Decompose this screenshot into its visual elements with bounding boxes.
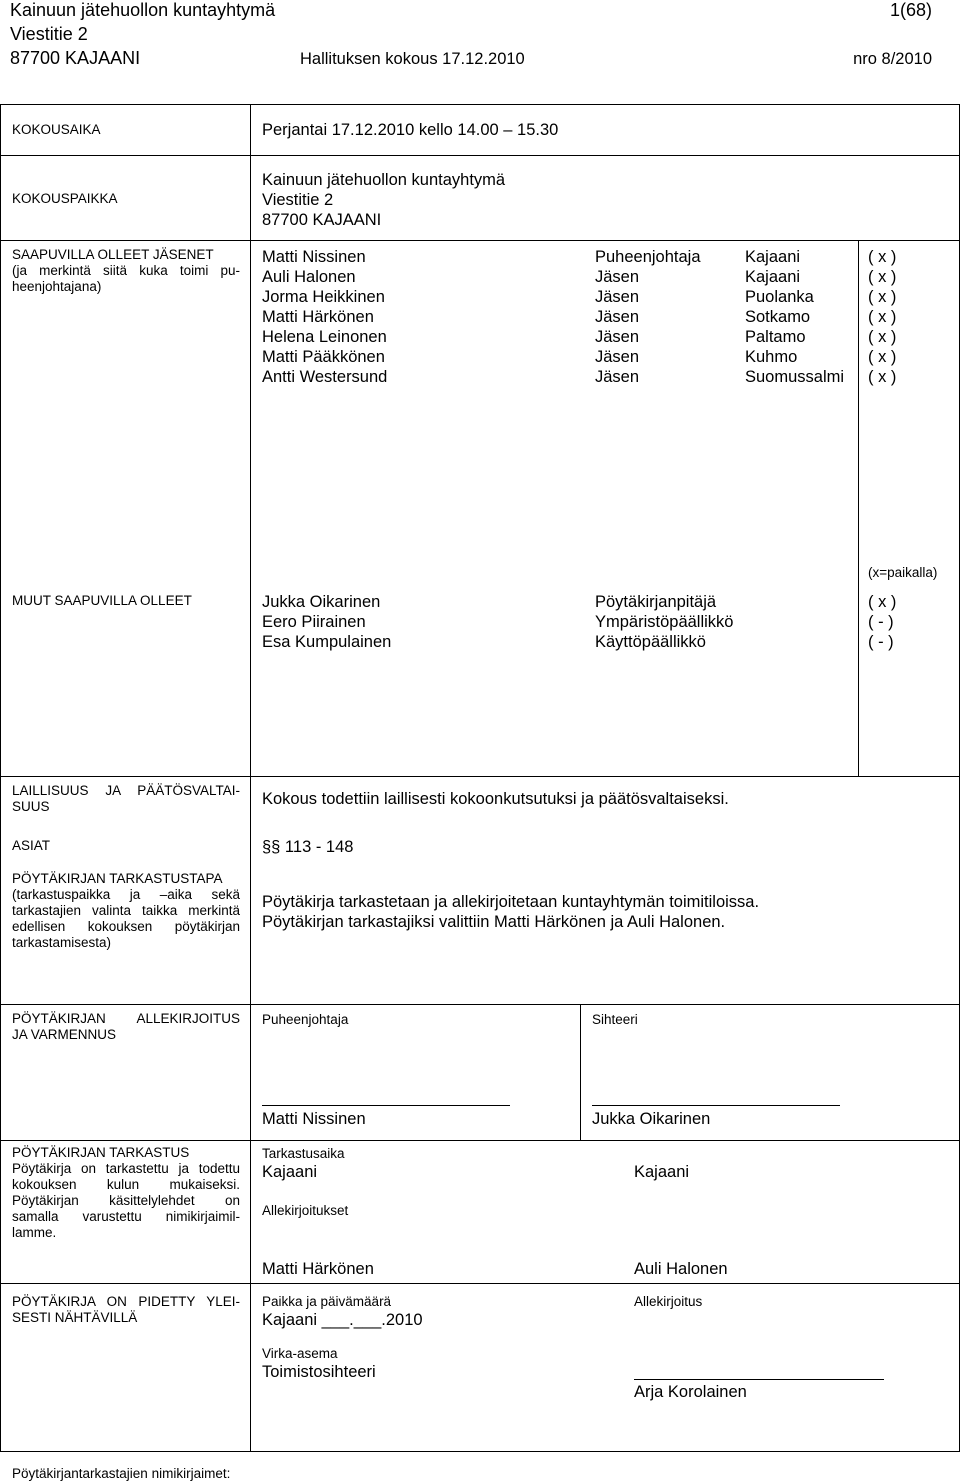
meeting-number: nro 8/2010 [853, 50, 932, 68]
place-date-value: Kajaani ___.___.2010 [262, 1311, 423, 1329]
matters-text: §§ 113 - 148 [262, 838, 354, 856]
member-name: Matti Nissinen [262, 248, 366, 266]
review-method-line: Pöytäkirjan tarkastajiksi valittiin Matti Härkönen ja Auli Halonen. [262, 913, 726, 931]
other-name: Jukka Oikarinen [262, 593, 381, 611]
public-view-signature-line [634, 1379, 884, 1380]
public-view-label-line: PÖYTÄKIRJA ON PIDETTY YLEI- [12, 1294, 240, 1309]
signatures-label-line: JA VARMENNUS [12, 1027, 117, 1042]
review-method-label-line: (tarkastuspaikka ja –aika sekä [12, 887, 240, 902]
border-left [0, 104, 1, 1451]
member-role: Jäsen [595, 328, 640, 346]
review-method-label-line: tarkastajien valinta taikka merkintä [12, 903, 240, 918]
member-names [262, 247, 387, 387]
presence-mark: ( x ) [868, 248, 897, 266]
rule [0, 1283, 960, 1284]
public-view-label [12, 1294, 240, 1326]
member-name: Helena Leinonen [262, 328, 387, 346]
rule [0, 1451, 960, 1452]
member-role: Jäsen [595, 268, 640, 286]
presence-mark: ( x ) [868, 328, 897, 346]
member-name: Jorma Heikkinen [262, 288, 385, 306]
inspection-label-line: kokouksen kulun mukaiseksi. [12, 1177, 240, 1192]
review-method-label-line: edellisen kokouksen pöytäkirjan [12, 919, 240, 934]
mark-column-divider [858, 240, 859, 776]
member-name: Auli Halonen [262, 268, 356, 286]
signatures-label-line: PÖYTÄKIRJAN ALLEKIRJOITUS [12, 1011, 240, 1026]
header-org: Kainuun jätehuollon kuntayhtymä [10, 0, 276, 20]
place-label: KOKOUSPAIKKA [12, 191, 118, 206]
presence-mark: ( x ) [868, 593, 897, 611]
inspection-label-line: PÖYTÄKIRJAN TARKASTUS [12, 1145, 190, 1160]
member-name: Antti Westersund [262, 368, 388, 386]
chair-title: Puheenjohtaja [262, 1012, 349, 1027]
meeting-title: Hallituksen kokous 17.12.2010 [300, 50, 525, 68]
secretary-signature-line [592, 1105, 840, 1106]
other-role: Pöytäkirjanpitäjä [595, 593, 717, 611]
rule [0, 240, 960, 241]
members-label [12, 247, 240, 295]
presence-mark: ( - ) [868, 613, 894, 631]
time-label: KOKOUSAIKA [12, 122, 101, 137]
place-date-label: Paikka ja päivämäärä [262, 1294, 392, 1309]
presence-mark: ( - ) [868, 633, 894, 651]
position-value: Toimistosihteeri [262, 1363, 376, 1381]
initials-label: Pöytäkirjantarkastajien nimikirjaimet: [12, 1466, 231, 1481]
signature-divider [580, 1004, 581, 1140]
presence-mark: ( x ) [868, 368, 897, 386]
member-role: Jäsen [595, 288, 640, 306]
position-label: Virka-asema [262, 1346, 338, 1361]
members-label-line: heenjohtajana) [12, 279, 102, 294]
member-name: Matti Pääkkönen [262, 348, 385, 366]
matters-label: ASIAT [12, 838, 51, 853]
secretary-name: Jukka Oikarinen [592, 1110, 711, 1128]
other-marks [868, 592, 896, 652]
members-label-line: SAAPUVILLA OLLEET JÄSENET [12, 247, 214, 262]
inspection-time-label: Tarkastusaika [262, 1146, 345, 1161]
inspection-label [12, 1145, 240, 1241]
inspection-signer-right: Auli Halonen [634, 1260, 728, 1278]
page-number: 1(68) [889, 0, 932, 20]
legality-label-line: SUUS [12, 799, 50, 814]
chair-name: Matti Nissinen [262, 1110, 366, 1128]
header-street: Viestitie 2 [10, 24, 88, 44]
rule [0, 104, 960, 105]
other-role: Ympäristöpäällikkö [595, 613, 734, 631]
member-town: Paltamo [745, 328, 806, 346]
member-town: Kajaani [745, 248, 801, 266]
member-town: Sotkamo [745, 308, 811, 326]
chair-signature-line [262, 1105, 510, 1106]
legality-label [12, 783, 240, 815]
others-label: MUUT SAAPUVILLA OLLEET [12, 593, 192, 608]
secretary-title: Sihteeri [592, 1012, 638, 1027]
member-roles [595, 247, 701, 387]
legality-label-line: LAILLISUUS JA PÄÄTÖSVALTAI- [12, 783, 240, 798]
header-city: 87700 KAJAANI [10, 48, 141, 68]
place-line: Kainuun jätehuollon kuntayhtymä [262, 171, 506, 189]
signatures-label [12, 1011, 240, 1043]
rule [0, 1140, 960, 1141]
inspection-label-line: lamme. [12, 1225, 57, 1240]
rule [0, 1004, 960, 1005]
inspection-label-line: Pöytäkirjan käsittelylehdet on [12, 1193, 240, 1208]
inspection-label-line: Pöytäkirja on tarkastettu ja todettu [12, 1161, 240, 1176]
rule [0, 776, 960, 777]
legality-text: Kokous todettiin laillisesti kokoonkutsutuksi ja päätösvaltaiseksi. [262, 790, 729, 808]
member-role: Jäsen [595, 308, 640, 326]
review-method-text [262, 892, 759, 932]
place-line: 87700 KAJAANI [262, 211, 382, 229]
inspection-place-left: Kajaani [262, 1163, 318, 1181]
other-roles [595, 592, 733, 652]
inspection-signer-left: Matti Härkönen [262, 1260, 374, 1278]
member-name: Matti Härkönen [262, 308, 374, 326]
public-view-signer: Arja Korolainen [634, 1383, 747, 1401]
inspection-label-line: samalla varustettu nimikirjaimil- [12, 1209, 240, 1224]
review-method-label-line: PÖYTÄKIRJAN TARKASTUSTAPA [12, 871, 223, 886]
presence-mark: ( x ) [868, 288, 897, 306]
presence-note: (x=paikalla) [868, 565, 938, 580]
place-line: Viestitie 2 [262, 191, 334, 209]
member-town: Suomussalmi [745, 368, 845, 386]
member-role: Jäsen [595, 348, 640, 366]
member-town: Puolanka [745, 288, 814, 306]
column-divider [250, 104, 251, 1451]
member-town: Kajaani [745, 268, 801, 286]
inspection-place-right: Kajaani [634, 1163, 690, 1181]
other-role: Käyttöpäällikkö [595, 633, 706, 651]
member-town: Kuhmo [745, 348, 798, 366]
other-name: Esa Kumpulainen [262, 633, 392, 651]
other-names [262, 592, 391, 652]
inspection-signatures-label: Allekirjoitukset [262, 1203, 349, 1218]
other-name: Eero Piirainen [262, 613, 366, 631]
signature-label: Allekirjoitus [634, 1294, 703, 1309]
place-address [262, 170, 505, 230]
presence-mark: ( x ) [868, 268, 897, 286]
review-method-label [12, 871, 240, 951]
review-method-label-line: tarkastamisesta) [12, 935, 112, 950]
member-role: Puheenjohtaja [595, 248, 701, 266]
member-marks [868, 247, 896, 387]
rule [0, 155, 960, 156]
review-method-line: Pöytäkirja tarkastetaan ja allekirjoitetaan kuntayhtymän toimitiloissa. [262, 893, 760, 911]
members-label-line: (ja merkintä siitä kuka toimi pu- [12, 263, 240, 278]
time-value: Perjantai 17.12.2010 kello 14.00 – 15.30 [262, 121, 559, 139]
presence-mark: ( x ) [868, 308, 897, 326]
member-towns [745, 247, 844, 387]
member-role: Jäsen [595, 368, 640, 386]
presence-mark: ( x ) [868, 348, 897, 366]
public-view-label-line: SESTI NÄHTÄVILLÄ [12, 1310, 138, 1325]
